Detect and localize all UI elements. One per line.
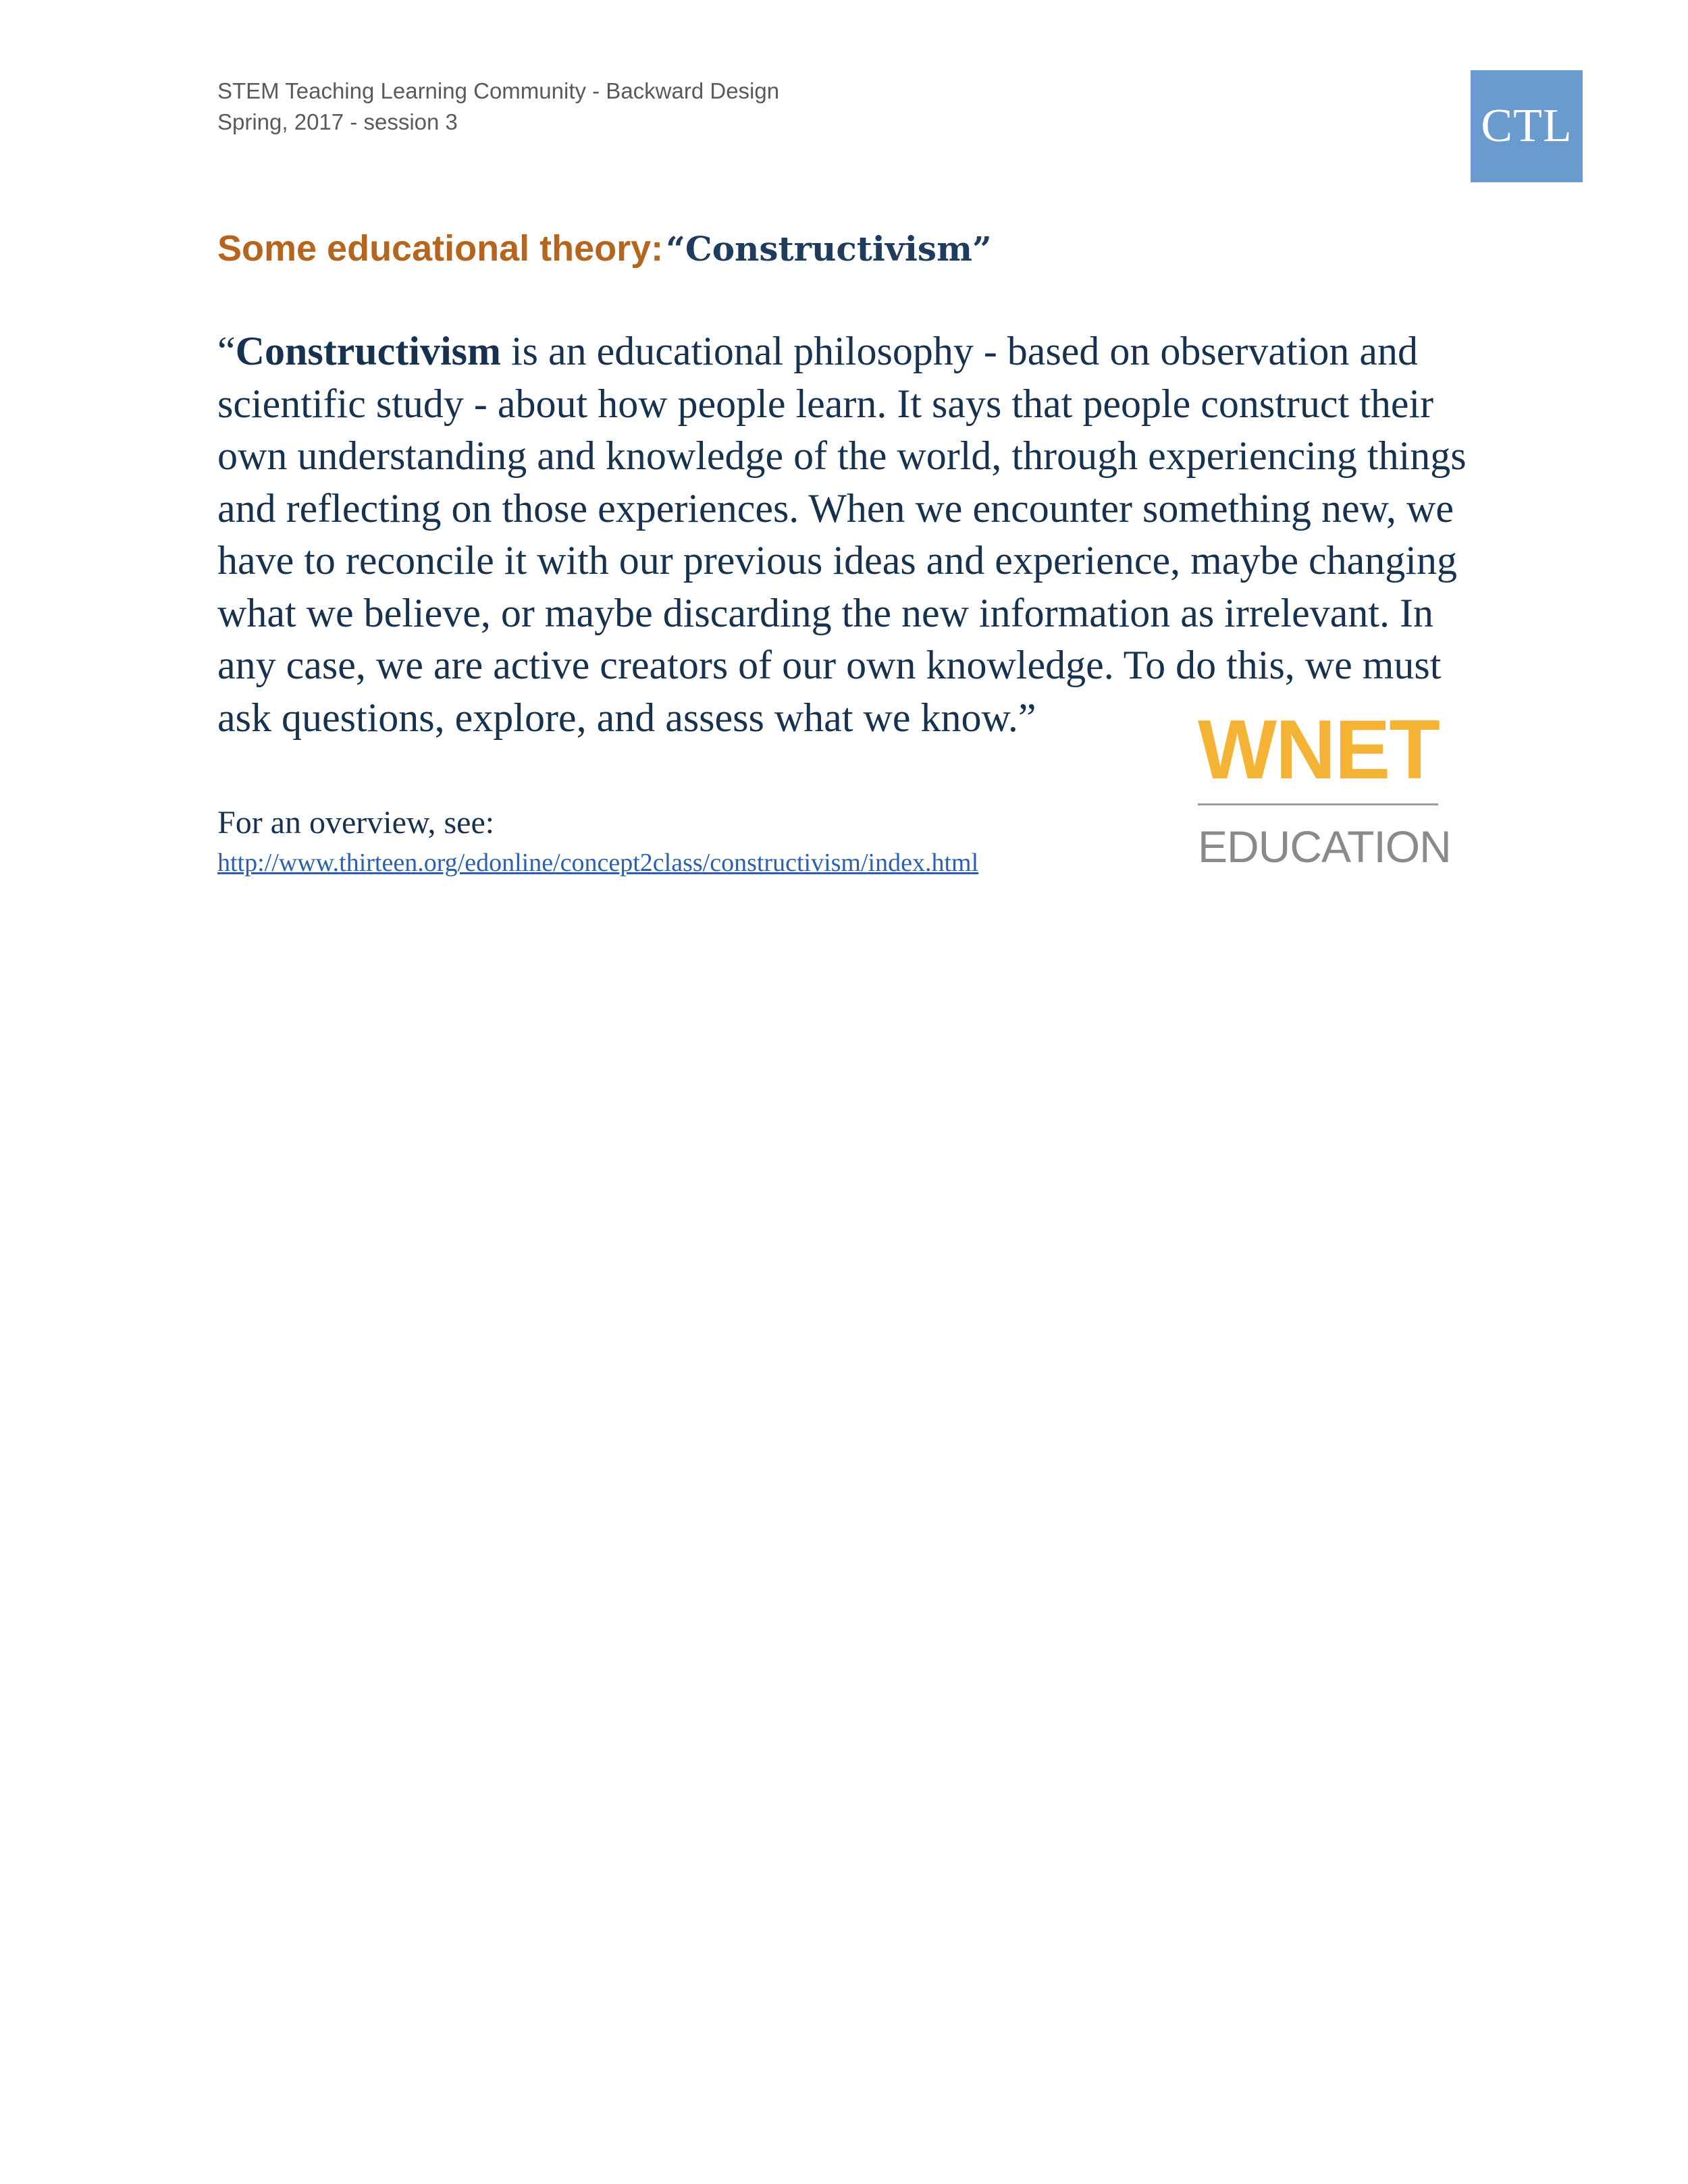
ctl-logo-text: CTL xyxy=(1481,100,1573,152)
header-title: STEM Teaching Learning Community - Backward Design xyxy=(217,78,780,103)
heading-term xyxy=(666,229,992,269)
header-session: Spring, 2017 - session 3 xyxy=(217,109,458,134)
quote-line: scientific study - about how people learn. It says that people construct their xyxy=(217,381,1434,426)
overview-lead: For an overview, see: xyxy=(217,805,495,841)
constructivism-quote xyxy=(217,325,1500,744)
quote-line: what we believe, or maybe discarding the new information as irrelevant. In xyxy=(217,590,1434,635)
quote-line: own understanding and knowledge of the world, through experiencing things xyxy=(217,433,1467,478)
running-header xyxy=(217,76,779,138)
heading-label: Some educational theory: xyxy=(217,228,664,269)
quote-line xyxy=(217,325,1500,378)
quote-line: ask questions, explore, and assess what we know.” xyxy=(217,695,1036,740)
wnet-logo-word: WNET xyxy=(1198,703,1440,797)
wnet-logo-subtitle: EDUCATION xyxy=(1198,822,1451,872)
quote-open-mark: “ xyxy=(217,329,236,373)
wnet-logo-divider xyxy=(1198,803,1438,805)
ctl-logo xyxy=(1471,70,1583,182)
quote-bold-term: Constructivism xyxy=(235,329,501,373)
quote-line: any case, we are active creators of our own knowledge. To do this, we must xyxy=(217,643,1442,687)
quote-line: have to reconcile it with our previous ideas and experience, maybe changing xyxy=(217,538,1457,583)
wnet-education-logo xyxy=(1198,703,1451,876)
quote-line-rest: is an educational philosophy - based on observation and xyxy=(500,329,1418,373)
overview-link[interactable]: http://www.thirteen.org/edonline/concept2class/constructivism/index.html xyxy=(217,849,979,877)
overview-section xyxy=(217,801,978,880)
heading-term-text: “Constructivism” xyxy=(666,229,992,269)
quote-line: and reflecting on those experiences. When we encounter something new, we xyxy=(217,485,1454,531)
section-heading xyxy=(217,223,992,284)
